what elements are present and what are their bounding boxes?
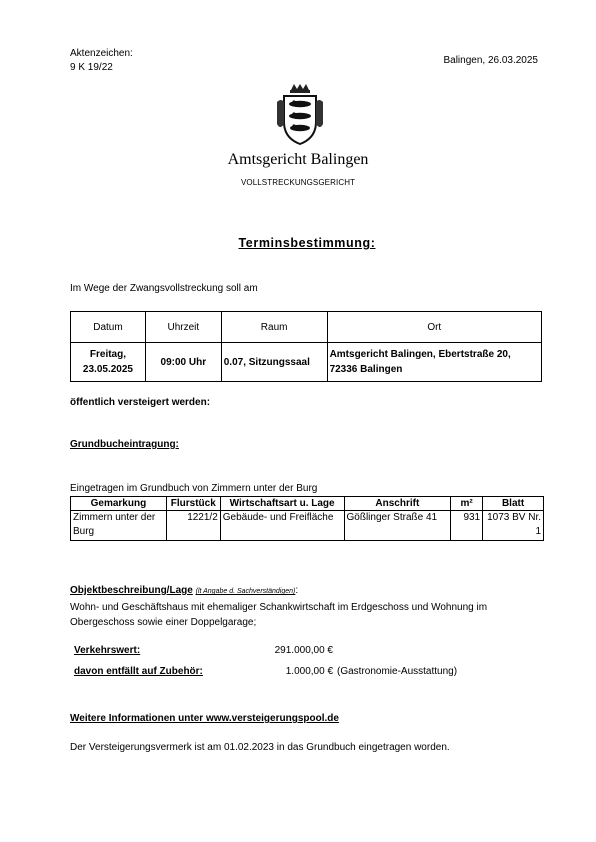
termin-header-row (71, 312, 542, 343)
page-title: Terminsbestimmung: (238, 236, 376, 250)
grundbuch-header-anschrift: Anschrift (344, 497, 451, 511)
grundbuch-header-flurstueck: Flurstück (166, 497, 220, 511)
zubehoer-value: 1.000,00 € (285, 666, 333, 677)
grundbuch-header-gemarkung: Gemarkung (71, 497, 167, 511)
objekt-heading: Objektbeschreibung/Lage (70, 585, 193, 596)
grundbuch-table (70, 496, 544, 541)
grundbuch-gemarkung: Zimmern unter der Burg (71, 511, 167, 541)
vermerk-text: Der Versteigerungsvermerk ist am 01.02.2023 in das Grundbuch eingetragen worden. (70, 742, 450, 753)
objekt-description: Wohn- und Geschäftshaus mit ehemaliger Schankwirtschaft im Erdgeschoss und Wohnung im Obergeschoss sowie einer Doppelgarage; (70, 602, 488, 628)
grundbuch-wirtschaftsart: Gebäude- und Freifläche (220, 511, 344, 541)
verkehrswert-label: Verkehrswert: (74, 645, 141, 656)
termin-row (71, 343, 542, 382)
coat-of-arms-icon (277, 84, 323, 146)
intro-text: Im Wege der Zwangsvollstreckung soll am (70, 283, 258, 294)
termin-header-ort: Ort (327, 312, 541, 343)
case-number (70, 47, 133, 75)
place-date: Balingen, 26.03.2025 (443, 55, 538, 66)
termin-header-raum: Raum (221, 312, 327, 343)
termin-header-datum: Datum (71, 312, 146, 343)
termin-uhrzeit: 09:00 Uhr (145, 343, 221, 382)
grundbuch-header-row (71, 497, 544, 511)
verkehrswert-value: 291.000,00 € (274, 645, 333, 656)
grundbuch-heading: Grundbucheintragung: (70, 439, 179, 450)
grundbuch-header-wirtschaftsart: Wirtschaftsart u. Lage (220, 497, 344, 511)
grundbuch-blatt: 1073 BV Nr. 1 (483, 511, 544, 541)
court-name: Amtsgericht Balingen (227, 151, 369, 168)
objekt-colon: : (295, 585, 299, 596)
grundbuch-flaeche: 931 (451, 511, 483, 541)
termin-raum: 0.07, Sitzungssaal (221, 343, 327, 382)
zubehoer-label: davon entfällt auf Zubehör: (74, 666, 203, 677)
versteigert-text: öffentlich versteigert werden: (70, 397, 211, 408)
termin-datum: Freitag, 23.05.2025 (71, 343, 146, 382)
objekt-heading-line (70, 585, 298, 596)
weitere-info: Weitere Informationen unter www.versteigerungspool.de (70, 713, 339, 724)
termin-table (70, 311, 542, 382)
termin-ort: Amtsgericht Balingen, Ebertstraße 20, 72336 Balingen (327, 343, 541, 382)
grundbuch-flurstueck: 1221/2 (166, 511, 220, 541)
case-number-value: 9 K 19/22 (70, 62, 113, 73)
zubehoer-note: (Gastronomie-Ausstattung) (337, 666, 458, 677)
case-number-label: Aktenzeichen: (70, 48, 133, 59)
court-subtitle: VOLLSTRECKUNGSGERICHT (240, 178, 356, 187)
grundbuch-header-flaeche: m² (451, 497, 483, 511)
grundbuch-header-blatt: Blatt (483, 497, 544, 511)
grundbuch-row (71, 511, 544, 541)
objekt-note: (lt Angabe d. Sachverständigen) (195, 588, 296, 595)
grundbuch-anschrift: Gößlinger Straße 41 (344, 511, 451, 541)
grundbuch-eingetragen: Eingetragen im Grundbuch von Zimmern unter der Burg (70, 483, 318, 494)
termin-header-uhrzeit: Uhrzeit (145, 312, 221, 343)
